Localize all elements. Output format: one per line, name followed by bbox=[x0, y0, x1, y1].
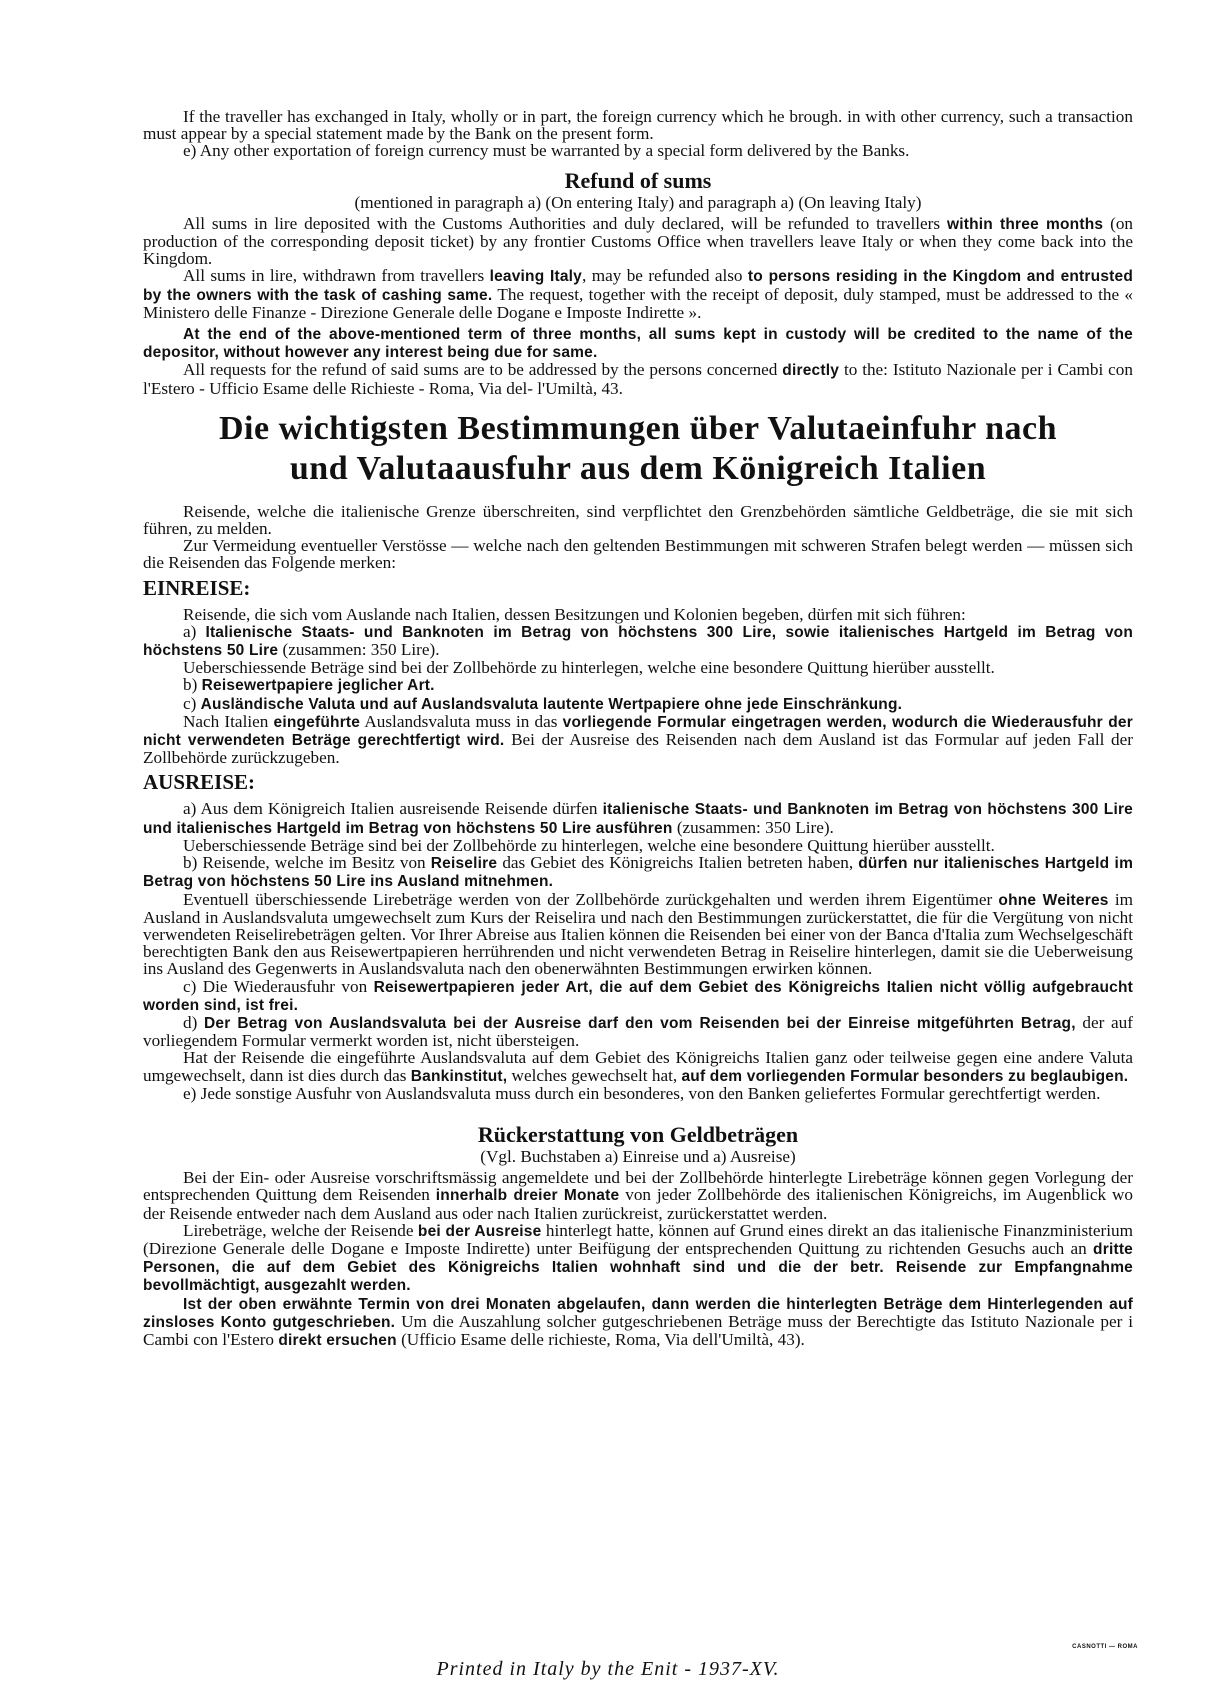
ausreise-paragraph-3 bbox=[143, 891, 1133, 978]
text-run: (zusammen: 350 Lire). bbox=[282, 640, 440, 660]
refund-de-subtitle: (Vgl. Buchstaben a) Einreise und a) Ausreise) bbox=[480, 1146, 796, 1166]
bold-run: dürfen nur italienisches Hartgeld im Betrag von höchstens 50 Lire ins Ausland mitnehmen. bbox=[143, 855, 1134, 891]
text-run: b) Reisende, welche im Besitz von bbox=[183, 853, 426, 873]
bold-run: dritte Personen, die auf dem Gebiet des Königreichs Italien wohnhaft sind und die der betr. Reisende zur Empfangnahme bevollmächtigt, ausgezahlt werden. bbox=[143, 1240, 1133, 1295]
einreise-item-a bbox=[143, 623, 1133, 659]
bold-run: bei der Ausreise bbox=[417, 1222, 542, 1240]
bold-run: Reisewertpapieren jeder Art, die auf dem Gebiet des Königreichs Italien nicht völlig aufgebraucht worden sind, ist frei. bbox=[143, 978, 1134, 1014]
refund-en-paragraph-4 bbox=[143, 361, 1133, 396]
ausreise-heading: AUSREISE: bbox=[143, 770, 256, 795]
refund-de-paragraph-1 bbox=[143, 1169, 1133, 1222]
text-run: All sums in lire deposited with the Customs Authorities and duly declared, will be refunded to travellers bbox=[183, 213, 941, 233]
bold-run: Reiselire bbox=[430, 855, 498, 873]
german-intro-1: Reisende, welche die italienische Grenze überschreiten, sind verpflichtet den Grenzbehörden sämtliche Geldbeträge, die sie mit sich führen, zu melden. bbox=[143, 501, 1133, 539]
refund-de-paragraph-3 bbox=[143, 1295, 1133, 1350]
text-run: (on production of the corresponding deposit ticket) by any frontier Customs Office when travellers leave Italy or when they come back into the Kingdom. bbox=[143, 213, 1134, 269]
item-label: d) bbox=[183, 1012, 198, 1032]
text-run: der auf vorliegendem Formular vermerkt worden ist, nicht übersteigen. bbox=[143, 1012, 1133, 1051]
einreise-paragraph-1: Reisende, die sich vom Auslande nach Italien, dessen Besitzungen und Kolonien begeben, dürfen mit sich führen: bbox=[183, 604, 966, 624]
text-run: Auslandsvaluta muss in das bbox=[364, 711, 558, 731]
text-run: (Ufficio Esame delle richieste, Roma, Via dell'Umiltà, 43). bbox=[401, 1329, 805, 1349]
bold-run: italienische Staats- und Banknoten im Betrag von höchstens 300 Lire und italienisches Hartgeld im Betrag von höchstens 50 Lire ausführen bbox=[143, 801, 1134, 837]
ausreise-item-c bbox=[143, 978, 1133, 1014]
text-run: hinterlegt hatte, können auf Grund eines direkt an das italienische Finanzministerium (Direzione Generale delle Dogane e Imposte Indirette) unter Beifügung der entsprechenden Quittung zu richtenden Gesuchs auch an bbox=[143, 1220, 1134, 1258]
text-run: das Gebiet des Königreichs Italien betreten haben, bbox=[502, 853, 854, 873]
einreise-paragraph-3 bbox=[143, 713, 1133, 767]
bold-run: Reisewertpapiere jeglicher Art. bbox=[201, 677, 435, 695]
text-run: von jeder Zollbehörde des italienischen Königreichs, im Augenblick wo der Reisende entweder nach dem Ausland aus oder nach Italien zurückreist, zurückerstattet werden. bbox=[143, 1185, 1133, 1223]
bold-run: Bankinstitut, bbox=[410, 1067, 508, 1085]
text-run: , may be refunded also bbox=[582, 266, 743, 286]
item-label: c) bbox=[183, 693, 197, 713]
text-run: (zusammen: 350 Lire). bbox=[676, 817, 834, 837]
item-label: b) bbox=[183, 675, 198, 695]
refund-en-paragraph-3 bbox=[143, 325, 1133, 361]
bold-run: eingeführte bbox=[273, 713, 361, 731]
text-run: to the: Istituto Nazionale per i Cambi con l'Estero - Ufficio Esame delle Richieste - Roma, Via del- l'Umiltà, 43. bbox=[143, 360, 1133, 398]
bold-run: within three months bbox=[946, 215, 1104, 233]
bold-run: auf dem vorliegenden Formular besonders zu beglaubigen. bbox=[681, 1067, 1129, 1085]
bold-run: Der Betrag von Auslandsvaluta bei der Ausreise darf den vom Reisenden bei der Einreise mitgeführten Betrag, bbox=[204, 1014, 1076, 1032]
ausreise-item-d bbox=[143, 1014, 1133, 1049]
ausreise-item-a bbox=[143, 800, 1133, 836]
text-run: a) Aus dem Königreich Italien ausreisende Reisende dürfen bbox=[183, 799, 598, 819]
refund-en-paragraph-1 bbox=[143, 215, 1133, 268]
bold-run: Ausländische Valuta und auf Auslandsvaluta lautente Wertpapiere ohne jede Einschränkung. bbox=[200, 695, 903, 713]
bold-run: vorliegende Formular eingetragen werden, wodurch die Wiederausfuhr der nicht verwendeten Beträge gerechtfertigt wird. bbox=[143, 713, 1133, 750]
text-run: The request, together with the receipt of deposit, duly stamped, must be addressed to the « Ministero delle Finanze - Direzione Generale delle Dogane e Imposte Indirette ». bbox=[143, 284, 1133, 322]
bold-run: innerhalb dreier Monate bbox=[435, 1187, 620, 1205]
text-run: Bei der Ein- oder Ausreise vorschriftsmässig angemeldete und bei der Zollbehörde hinterlegte Lirebeträge können gegen Vorlegung der entsprechenden Quittung dem Reisenden bbox=[143, 1168, 1133, 1205]
printer-mark: CASNOTTI — ROMA bbox=[1072, 1644, 1138, 1650]
bold-run: At the end of the above-mentioned term of three months, all sums kept in custody will be credited to the name of the depositor, without however any interest being due for same. bbox=[143, 326, 1133, 362]
bold-run: Italienische Staats- und Banknoten im Betrag von höchstens 300 Lire, sowie italienisches Hartgeld im Betrag von höchstens 50 Lire bbox=[143, 623, 1133, 660]
refund-de-paragraph-2 bbox=[143, 1222, 1133, 1295]
bold-run: Ist der oben erwähnte Termin von drei Monaten abgelaufen, dann werden die hinterlegten Beträge dem Hinterlegenden auf zinsloses Konto gutgeschrieben. bbox=[143, 1295, 1133, 1331]
text-run: c) Die Wiederausfuhr von bbox=[183, 976, 368, 996]
bold-run: direkt ersuchen bbox=[278, 1331, 397, 1349]
title-line-2: und Valutaausfuhr aus dem Königreich Italien bbox=[289, 449, 987, 487]
bold-run: to persons residing in the Kingdom and entrusted by the owners with the task of cashing same. bbox=[143, 268, 1133, 304]
refund-en-subtitle: (mentioned in paragraph a) (On entering Italy) and paragraph a) (On leaving Italy) bbox=[354, 192, 922, 212]
text-run: welches gewechselt hat, bbox=[511, 1065, 678, 1085]
text-run: Hat der Reisende die eingeführte Auslandsvaluta auf dem Gebiet des Königreichs Italien ganz oder teilweise gegen eine andere Valuta umgewechselt, dann ist dies durch das bbox=[143, 1048, 1133, 1085]
ausreise-paragraph-4 bbox=[143, 1049, 1133, 1084]
text-run: Bei der Ausreise des Reisenden nach dem Ausland ist das Formular auf jeden Fall der Zollbehörde zurückzugeben. bbox=[143, 730, 1133, 768]
refund-en-title: Refund of sums bbox=[564, 167, 712, 193]
ausreise-item-e: e) Jede sonstige Ausfuhr von Auslandsvaluta muss durch ein besonderes, von den Banken geliefertes Formular gerechtfertigt werden. bbox=[183, 1083, 1101, 1103]
title-line-1: Die wichtigsten Bestimmungen über Valutaeinfuhr nach bbox=[219, 409, 1057, 447]
refund-en-paragraph-2 bbox=[143, 267, 1133, 321]
item-label: a) bbox=[183, 621, 197, 641]
refund-de-title: Rückerstattung von Geldbeträgen bbox=[477, 1121, 799, 1147]
document-page bbox=[143, 108, 1133, 1349]
footer-imprint: Printed in Italy by the Enit - 1937-XV. bbox=[436, 1658, 780, 1680]
bold-run: leaving Italy bbox=[489, 268, 583, 286]
text-run: Nach Italien bbox=[183, 711, 269, 731]
intro-paragraph-1: If the traveller has exchanged in Italy, wholly or in part, the foreign currency which he brough. in with other currency, such a transaction must appear by a special statement made by the Bank on the present form. bbox=[143, 107, 1133, 144]
text-run: Lirebeträge, welche der Reisende bbox=[183, 1220, 414, 1240]
einreise-item-b bbox=[143, 676, 1133, 694]
text-run: Um die Auszahlung solcher gutgeschriebenen Beträge muss der Berechtigte das Istituto Nazionale per i Cambi con l'Estero bbox=[143, 1311, 1133, 1349]
einreise-heading: EINREISE: bbox=[143, 575, 251, 600]
ausreise-item-b bbox=[143, 854, 1133, 890]
einreise-paragraph-2: Ueberschiessende Beträge sind bei der Zollbehörde zu hinterlegen, welche eine besondere Quittung hierüber ausstellt. bbox=[183, 658, 995, 678]
bold-run: directly bbox=[782, 362, 840, 380]
bold-run: ohne Weiteres bbox=[998, 891, 1109, 909]
intro-paragraph-2: e) Any other exportation of foreign currency must be warranted by a special form delivered by the Banks. bbox=[183, 141, 910, 161]
german-intro-2: Zur Vermeidung eventueller Verstösse — welche nach den geltenden Bestimmungen mit schweren Strafen belegt werden — müssen sich die Reisenden das Folgende merken: bbox=[143, 536, 1133, 573]
ausreise-paragraph-2: Ueberschiessende Beträge sind bei der Zollbehörde zu hinterlegen, welche eine besondere Quittung hierüber ausstellt. bbox=[183, 835, 995, 855]
text-run: im Ausland in Auslandsvaluta umgewechselt zum Kurs der Reiselira und nach den Bestimmungen zurückerstattet, die für die Vergütung von nicht verwendeten Reiselirebeträgen gelten. Vor Ihrer Abreise aus Italien können die Reisenden bei einer von der Banca d'Italia zum Wechselgeschäft berechtigten Bank den aus Reisewertpapieren herrührenden und nicht verwendeten Betrag in Reiselire hinterlegen, damit sie die Ueberweisung ins Ausland des Gegenwerts in Auslandsvaluta nach den obenerwähnten Bestimmungen erwirken können. bbox=[143, 889, 1134, 979]
text-run: All sums in lire, withdrawn from travellers bbox=[183, 266, 485, 286]
german-main-title bbox=[143, 409, 1133, 489]
text-run: All requests for the refund of said sums are to be addressed by the persons concerned bbox=[183, 360, 778, 380]
text-run: Eventuell überschiessende Lirebeträge werden von der Zollbehörde zurückgehalten und werden ihrem Eigentümer bbox=[183, 889, 993, 909]
einreise-item-c bbox=[143, 695, 1133, 713]
